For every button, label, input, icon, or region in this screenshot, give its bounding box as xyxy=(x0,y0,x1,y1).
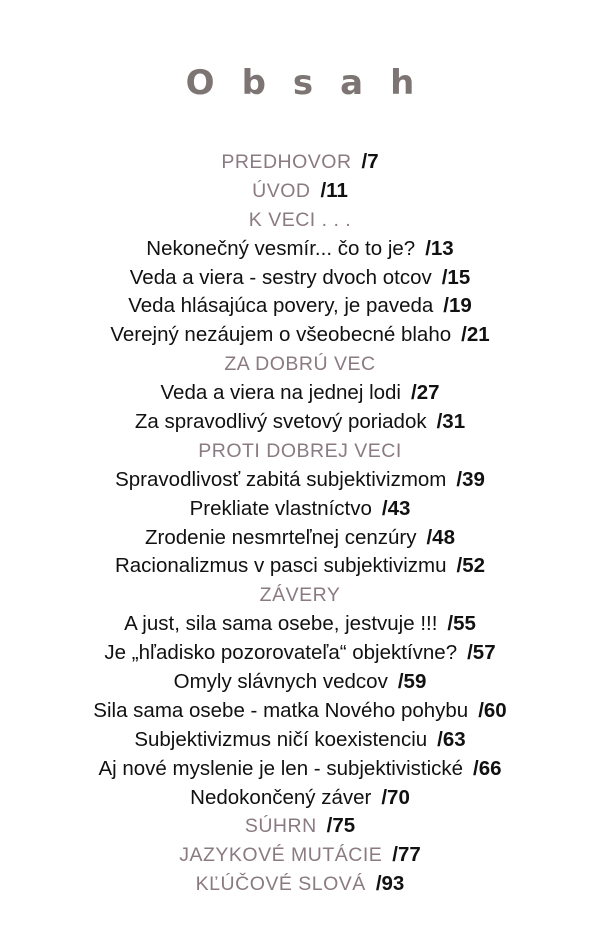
toc-page-number: /77 xyxy=(392,843,421,867)
toc-entry-title: Verejný nezáujem o všeobecné blaho xyxy=(110,323,452,347)
toc-entry-title: JAZYKOVÉ MUTÁCIE xyxy=(179,844,383,867)
toc-item xyxy=(0,639,600,668)
toc-section xyxy=(0,177,600,206)
table-of-contents xyxy=(0,148,600,899)
toc-page-number: /55 xyxy=(447,612,476,636)
toc-item xyxy=(0,235,600,264)
toc-item xyxy=(0,292,600,321)
toc-entry-title: SÚHRN xyxy=(244,815,317,838)
toc-entry-title: Zrodenie nesmrteľnej cenzúry xyxy=(145,525,417,549)
toc-page-number: /27 xyxy=(411,381,440,405)
toc-entry-title: Je „hľadisko pozorovateľa“ objektívne? xyxy=(104,641,458,665)
toc-entry-title: Veda a viera na jednej lodi xyxy=(160,381,401,405)
toc-section xyxy=(0,841,600,870)
toc-section xyxy=(0,350,600,379)
toc-page-number: /11 xyxy=(320,178,348,202)
toc-page-number: /15 xyxy=(441,265,471,289)
toc-page-number: /13 xyxy=(425,236,454,260)
toc-entry-title: K VECI . . . xyxy=(248,208,352,231)
toc-page-number: /59 xyxy=(397,670,427,694)
toc-item xyxy=(0,552,600,581)
toc-entry-title: Nedokončený záver xyxy=(190,785,372,809)
toc-entry-title: Veda hlásajúca povery, je paveda xyxy=(128,294,434,318)
toc-item xyxy=(0,668,600,697)
toc-item xyxy=(0,379,600,408)
toc-page-number: /21 xyxy=(461,323,490,347)
toc-entry-title: ZÁVERY xyxy=(259,584,341,607)
toc-page-number: /19 xyxy=(443,294,472,318)
toc-entry-title: A just, sila sama osebe, jestvuje !!! xyxy=(124,612,438,636)
toc-page-number: /48 xyxy=(426,525,455,549)
toc-section xyxy=(0,581,600,610)
toc-section xyxy=(0,437,600,466)
page-title: Obsah xyxy=(185,62,442,103)
toc-entry-title: Subjektivizmus ničí koexistenciu xyxy=(134,727,428,751)
toc-entry-title: Spravodlivosť zabitá subjektivizmom xyxy=(115,467,447,491)
toc-page-number: /31 xyxy=(436,410,466,434)
toc-section xyxy=(0,870,600,899)
toc-page-number: /52 xyxy=(456,554,486,578)
toc-item xyxy=(0,321,600,350)
toc-page-number: /60 xyxy=(478,698,507,722)
toc-page-number: /39 xyxy=(456,467,485,491)
toc-page-number: /75 xyxy=(326,814,356,838)
toc-item xyxy=(0,784,600,813)
toc-item xyxy=(0,408,600,437)
toc-page-number: /93 xyxy=(375,872,405,896)
toc-entry-title: Za spravodlivý svetový poriadok xyxy=(134,410,427,434)
toc-item xyxy=(0,264,600,293)
toc-item xyxy=(0,755,600,784)
toc-entry-title: Aj nové myslenie je len - subjektivistické xyxy=(98,756,464,780)
toc-entry-title: Racionalizmus v pasci subjektivizmu xyxy=(114,554,447,578)
toc-entry-title: Omyly slávnych vedcov xyxy=(173,670,388,694)
toc-entry-title: PROTI DOBREJ VECI xyxy=(198,439,402,462)
toc-entry-title: Veda a viera - sestry dvoch otcov xyxy=(129,265,432,289)
toc-entry-title: KĽÚČOVÉ SLOVÁ xyxy=(195,873,366,896)
toc-page-number: /57 xyxy=(467,641,496,665)
toc-item xyxy=(0,726,600,755)
toc-entry-title: Prekliate vlastníctvo xyxy=(189,496,372,520)
toc-item xyxy=(0,610,600,639)
toc-item xyxy=(0,524,600,553)
toc-entry-title: ZA DOBRÚ VEC xyxy=(224,353,376,376)
toc-item xyxy=(0,495,600,524)
toc-item xyxy=(0,697,600,726)
toc-section xyxy=(0,812,600,841)
toc-entry-title: Nekonečný vesmír... čo to je? xyxy=(146,236,416,260)
toc-page-number: /43 xyxy=(381,496,411,520)
toc-section xyxy=(0,206,600,235)
toc-entry-title: ÚVOD xyxy=(252,179,311,202)
toc-item xyxy=(0,466,600,495)
toc-page-number: /7 xyxy=(361,150,379,173)
toc-entry-title: Sila sama osebe - matka Nového pohybu xyxy=(93,698,469,722)
toc-page-number: /63 xyxy=(437,727,466,751)
toc-page-number: /70 xyxy=(381,785,410,809)
toc-entry-title: PREDHOVOR xyxy=(221,151,352,173)
toc-page-number: /66 xyxy=(473,756,502,780)
toc-section xyxy=(0,148,600,177)
